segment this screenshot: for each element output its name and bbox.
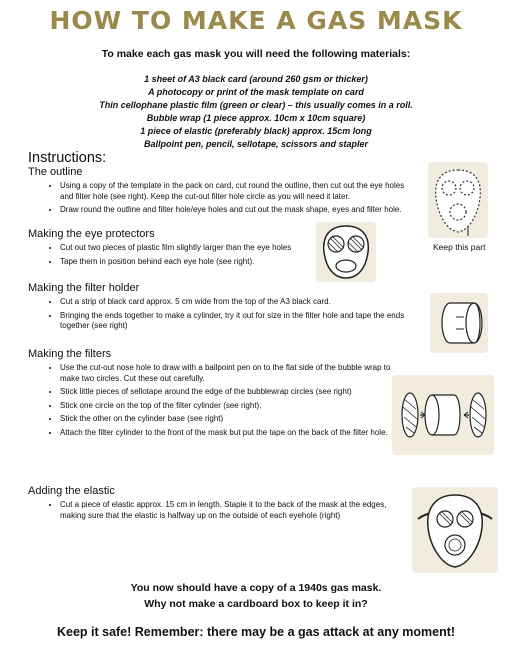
materials-list <box>0 73 512 151</box>
list-item: • Draw round the outline and filter hole/eye holes and cut out the mask shape, eyes and filter hole. <box>60 205 408 216</box>
material-item: Bubble wrap (1 piece approx. 10cm x 10cm square) <box>146 113 366 123</box>
material-item: Thin cellophane plastic film (green or clear) – this usually comes in a roll. <box>99 100 413 110</box>
filter-holder-image <box>430 293 488 353</box>
section-heading: Making the eye protectors <box>28 228 155 240</box>
finished-mask-image <box>412 487 498 573</box>
list-item: • Using a copy of the template in the pack on card, cut round the outline, then cut out the eye holes and filter hole (see right). Keep the cut-out filter hole circle as you will need it later. <box>60 181 408 202</box>
page-title: HOW TO MAKE A GAS MASK <box>49 6 463 35</box>
template-outline-image <box>428 162 488 238</box>
closing-text <box>0 580 512 612</box>
eye-protectors-image <box>316 222 376 282</box>
section-heading: Making the filters <box>28 348 112 360</box>
material-item: 1 sheet of A3 black card (around 260 gsm or thicker) <box>144 74 368 84</box>
list-item: • Stick little pieces of sellotape around the edge of the bubblewrap circles (see right) <box>60 387 408 398</box>
list-item: • Attach the filter cylinder to the front of the mask but put the tape on the back of the filter hole. <box>60 428 408 439</box>
material-item: Ballpoint pen, pencil, sellotape, scissors and stapler <box>143 139 369 149</box>
list-item: • Cut out two pieces of plastic film slightly larger than the eye holes <box>60 243 408 254</box>
section-filters <box>28 348 408 441</box>
section-elastic <box>28 485 408 524</box>
list-item: • Stick one circle on the top of the filter cylinder (see right). <box>60 401 408 412</box>
section-filter-holder <box>28 282 408 335</box>
section-heading: The outline <box>28 166 83 178</box>
keep-this-part-label: Keep this part <box>433 242 486 252</box>
filters-assembly-image <box>392 375 494 455</box>
list-item: • Use the cut-out nose hole to draw with a ballpoint pen on to the flat side of the bubble wrap to make two circles. Cut these out carefully. <box>60 363 408 384</box>
section-heading: Making the filter holder <box>28 282 140 294</box>
list-item: • Tape them in position behind each eye hole (see right). <box>60 257 408 268</box>
closing-line: Why not make a cardboard box to keep it in? <box>144 598 368 610</box>
list-item: • Bringing the ends together to make a cylinder, try it out for size in the filter hole and tape the ends together (see right) <box>60 311 408 332</box>
instructions-heading: Instructions: <box>28 150 107 166</box>
closing-line: You now should have a copy of a 1940s gas mask. <box>130 582 382 594</box>
list-item: • Cut a strip of black card approx. 5 cm wide from the top of the A3 black card. <box>60 297 408 308</box>
list-item: • Stick the other on the cylinder base (see right) <box>60 414 408 425</box>
materials-intro: To make each gas mask you will need the following materials: <box>101 48 411 60</box>
section-heading: Adding the elastic <box>28 485 115 497</box>
section-outline <box>28 166 408 219</box>
material-item: 1 piece of elastic (preferably black) approx. 15cm long <box>140 126 372 136</box>
footer-warning: Keep it safe! Remember: there may be a gas attack at any moment! <box>56 625 456 639</box>
material-item: A photocopy or print of the mask template on card <box>148 87 364 97</box>
list-item: • Cut a piece of elastic approx. 15 cm in length. Staple it to the back of the mask at the edges, making sure that the elastic is halfway up on the outside of each eyehole (right) <box>60 500 408 521</box>
